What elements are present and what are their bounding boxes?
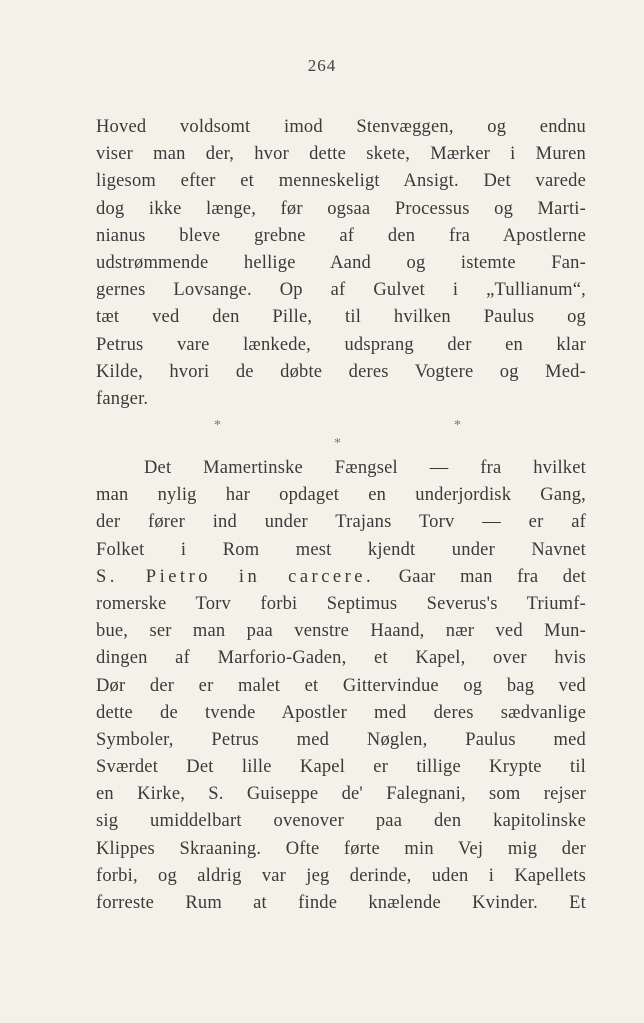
text-line: man nylig har opdaget en underjordisk Gang, xyxy=(96,485,586,506)
asterisk-glyph: * xyxy=(214,418,221,433)
text-line: fanger. xyxy=(96,388,149,409)
text-line: Kilde, hvori de døbte deres Vogtere og Med- xyxy=(96,361,586,382)
text-line: udstrømmende hellige Aand og istemte Fan- xyxy=(96,252,586,273)
text-line: dog ikke længe, før ogsaa Processus og Marti- xyxy=(96,198,586,219)
text-line: der fører ind under Trajans Torv — er af xyxy=(96,512,586,533)
text-line: Folket i Rom mest kjendt under Navnet xyxy=(96,539,586,560)
text-line: Sværdet Det lille Kapel er tillige Krypte til xyxy=(96,757,586,778)
page-number: 264 xyxy=(307,56,337,75)
text-line: romerske Torv forbi Septimus Severus's Triumf- xyxy=(96,593,586,614)
text-line: forbi, og aldrig var jeg derinde, uden i Kapellets xyxy=(96,865,586,886)
text-line: Symboler, Petrus med Nøglen, Paulus med xyxy=(96,729,586,750)
paragraph-2 xyxy=(96,455,586,917)
text-line: bue, ser man paa venstre Haand, nær ved Mun- xyxy=(96,621,586,642)
asterisk-glyph: * xyxy=(454,418,461,433)
text-line: ligesom efter et menneskeligt Ansigt. Det varede xyxy=(96,171,586,192)
text-line: viser man der, hvor dette skete, Mærker i Muren xyxy=(96,144,586,165)
text-line: dette de tvende Apostler med deres sædvanlige xyxy=(96,702,586,723)
text-line: Petrus vare lænkede, udsprang der en klar xyxy=(96,334,586,355)
text-line: tæt ved den Pille, til hvilken Paulus og xyxy=(96,307,586,328)
text-line: en Kirke, S. Guiseppe de' Falegnani, som rejser xyxy=(96,784,586,805)
text-line: nianus bleve grebne af den fra Apostlerne xyxy=(96,225,586,246)
text-line-rest: Gaar man fra det xyxy=(374,566,587,587)
text-line: sig umiddelbart ovenover paa den kapitolinske xyxy=(96,811,586,832)
text-line: gernes Lovsange. Op af Gulvet i „Tullianum“, xyxy=(96,280,586,301)
asterisk-glyph: * xyxy=(334,436,341,451)
text-line: dingen af Marforio-Gaden, et Kapel, over hvis xyxy=(96,648,586,669)
text-line: Klippes Skraaning. Ofte førte min Vej mig der xyxy=(96,838,586,859)
text-line xyxy=(96,564,586,591)
text-line: Dør der er malet et Gittervindue og bag ved xyxy=(96,675,586,696)
paragraph-1 xyxy=(96,114,586,413)
text-line: forreste Rum at finde knælende Kvinder. Et xyxy=(96,893,586,913)
text-line: Hoved voldsomt imod Stenvæggen, og endnu xyxy=(96,117,586,137)
text-line: Det Mamertinske Fængsel — fra hvilket xyxy=(144,458,586,478)
spaced-name-text: S. Pietro in carcere. xyxy=(96,566,375,587)
